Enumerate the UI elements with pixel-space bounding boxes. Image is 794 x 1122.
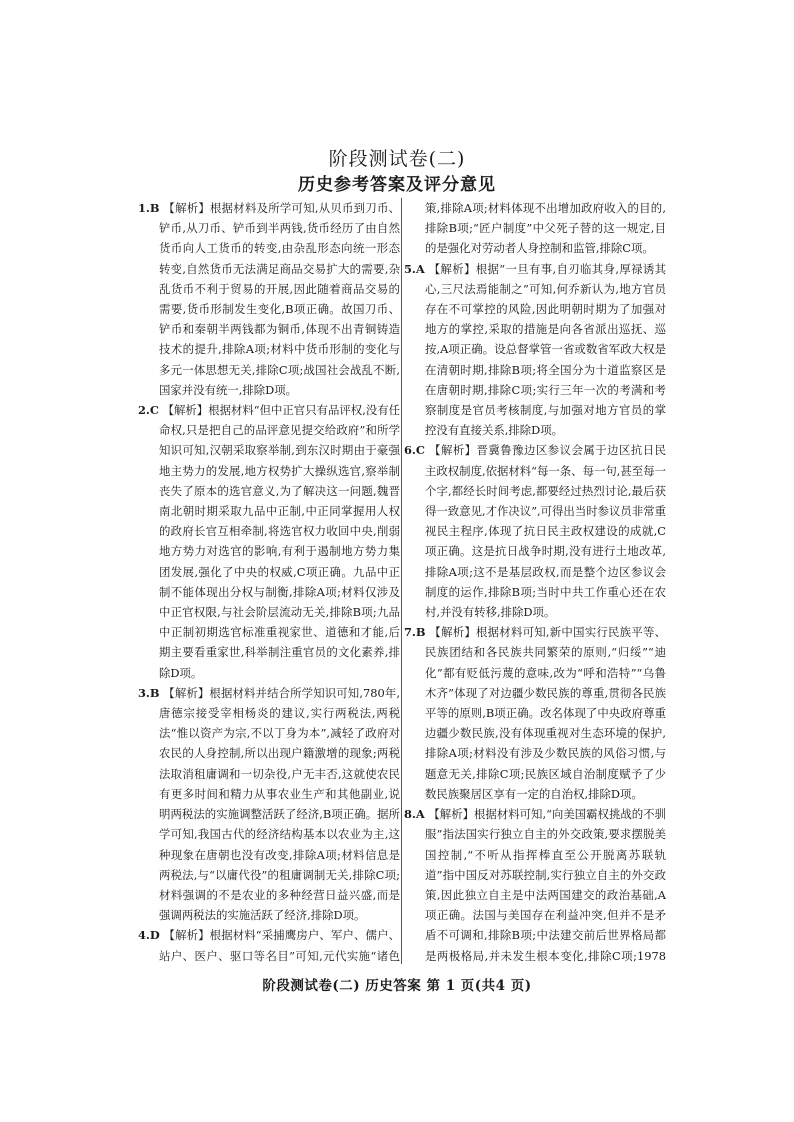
answer-text: 【解析】根据材料“采捕鹰房户、军户、儒户、站户、医户、驱口等名目”可知,元代实施“诸色	[159, 928, 400, 963]
answer-number: 1.B	[138, 201, 160, 215]
answer-text: 【解析】晋冀鲁豫边区参议会属于边区抗日民主政权制度,依据材料“每一条、每一句,甚至每一个字,都经长时间考虑,都要经过热烈讨论,最后获得一致意见,才作决议”,可得出当时参议员非常重视民主程序,体现了抗日民主政权建设的成就,C项正确。这是抗日战争时期,没有进行土地改革,排除A项;这不是基层政权,而是整个边区参议会制度的运作,排除B项;当时中共工作重心还在农村,并没有转移,排除D项。	[425, 443, 666, 620]
answer-number: 3.B	[138, 685, 160, 700]
page-subtitle: 历史参考答案及评分意见	[298, 175, 496, 195]
page-footer: 阶段测试卷(二) 历史答案 第 1 页(共4 页)	[262, 978, 532, 994]
page-title: 阶段测试卷(二)	[328, 148, 466, 170]
answer-item	[138, 198, 400, 400]
answer-item	[404, 259, 666, 441]
answer-text: 【解析】根据材料“但中正官只有品评权,没有任命权,只是把自己的品评意见提交给政府”和所学知识可知,汉朝采取察举制,到东汉时期由于豪强地主势力的发展,地方权势扩大操纵选官,察举制丧失了原本的选官意义,为了解决这一问题,魏晋南北朝时期采取九品中正制,中正同掌握用人权的政府长官互相牵制,将选官权力收回中央,削弱地方势力对选官的影响,有利于遏制地方势力集团发展,强化了中央的权威,C项正确。九品中正制不能体现出分权与制衡,排除A项;材料仅涉及中正官权限,与社会阶层流动无关,排除B项;九品中正制初期选官标准重视家世、道德和才能,后期主要看重家世,科举制注重官员的文化素养,排除D项。	[159, 403, 400, 680]
column-divider	[401, 198, 402, 964]
answer-text: 【解析】根据材料并结合所学知识可知,780年,唐德宗接受宰相杨炎的建议,实行两税法,两税法“惟以资产为宗,不以丁身为本”,减轻了政府对农民的人身控制,所以出现户籍激增的现象;两税法取消租庸调和一切杂役,户无丰否,这就使农民有更多时间和精力从事农业生产和其他副业,说明两税法的实施调整活跃了经济,B项正确。据所学可知,我国古代的经济结构基本以农业为主,这种现象在唐朝也没有改变,排除A项;材料信息是两税法,与“以庸代役”的租庸调制无关,排除C项;材料强调的不是农业的多种经营日益兴盛,而是强调两税法的实施活跃了经济,排除D项。	[159, 685, 400, 923]
answer-number: 2.C	[138, 403, 159, 418]
answer-item	[404, 440, 666, 622]
answer-item	[138, 400, 400, 683]
answer-number: 5.A	[404, 261, 425, 276]
answer-item	[138, 683, 400, 925]
right-column	[404, 198, 666, 964]
answer-text: 【解析】根据材料及所学可知,从贝币到刀币、铲币,从刀币、铲币到半两钱,货币经历了由自然货币向人工货币的转变,由杂乱形态向统一形态转变,自然货币无法满足商品交易扩大的需要,杂乱货币不利于贸易的开展,因此随着商品交易的需要,货币形制发生变化,B项正确。故国刀币、铲币和秦朝半两钱都为铜币,体现不出青铜铸造技术的提升,排除A项;材料中货币形制的变化与多元一体思想无关,排除C项;战国社会战乱不断,国家并没有统一,排除D项。	[159, 201, 400, 397]
answer-text: 【解析】根据材料可知,“向美国霸权挑战的不驯服”指法国实行独立自主的外交政策,要求摆脱美国控制,“不听从指挥棒直至公开脱离苏联轨道”指中国反对苏联控制,实行独立自主的外交政策,因此独立自主是中法两国建交的政治基础,A项正确。法国与美国存在利益冲突,但并不是矛盾不可调和,排除B项;中法建交前后世界格局都是两极格局,并未发生根本变化,排除C项;1978	[425, 807, 666, 963]
answer-item	[404, 804, 666, 964]
answer-item	[138, 925, 400, 964]
answer-number: 7.B	[404, 625, 426, 640]
answer-text: 【解析】根据材料可知,新中国实行民族平等、民族团结和各民族共同繁荣的原则,“归绥”“迪化”都有贬低污蔑的意味,改为“呼和浩特”“乌鲁木齐”体现了对边疆少数民族的尊重,贯彻各民族平等的原则,B项正确。改名体现了中央政府尊重边疆少数民族,没有体现重视对生态环境的保护,排除A项;材料没有涉及少数民族的风俗习惯,与题意无关,排除C项;民族区域自治制度赋予了少数民族聚居区享有一定的自治权,排除D项。	[425, 625, 666, 801]
answer-item	[404, 622, 666, 804]
answer-number: 4.D	[138, 928, 160, 943]
answer-number: 8.A	[404, 807, 425, 822]
answer-continuation: 策,排除A项;材料体现不出增加政府收入的目的,排除B项;“匠户制度”中父死子替的这一规定,目的是强化对劳动者人身控制和监管,排除C项。	[425, 201, 666, 256]
left-column	[138, 198, 400, 964]
answer-text: 【解析】根据“一旦有事,自刃临其身,厚禄诱其心,三尺法焉能制之”可知,何乔新认为,地方官员存在不可掌控的风险,因此明朝时期为了加强对地方的掌控,采取的措施是向各省派出巡抚、巡按,A项正确。设总督掌管一省或数省军政大权是在清朝时期,排除B项;将全国分为十道监察区是在唐朝时期,排除C项;实行三年一次的考满和考察制度是官员考核制度,与加强对地方官员的掌控没有直接关系,排除D项。	[425, 261, 666, 438]
answer-number: 6.C	[404, 443, 425, 458]
